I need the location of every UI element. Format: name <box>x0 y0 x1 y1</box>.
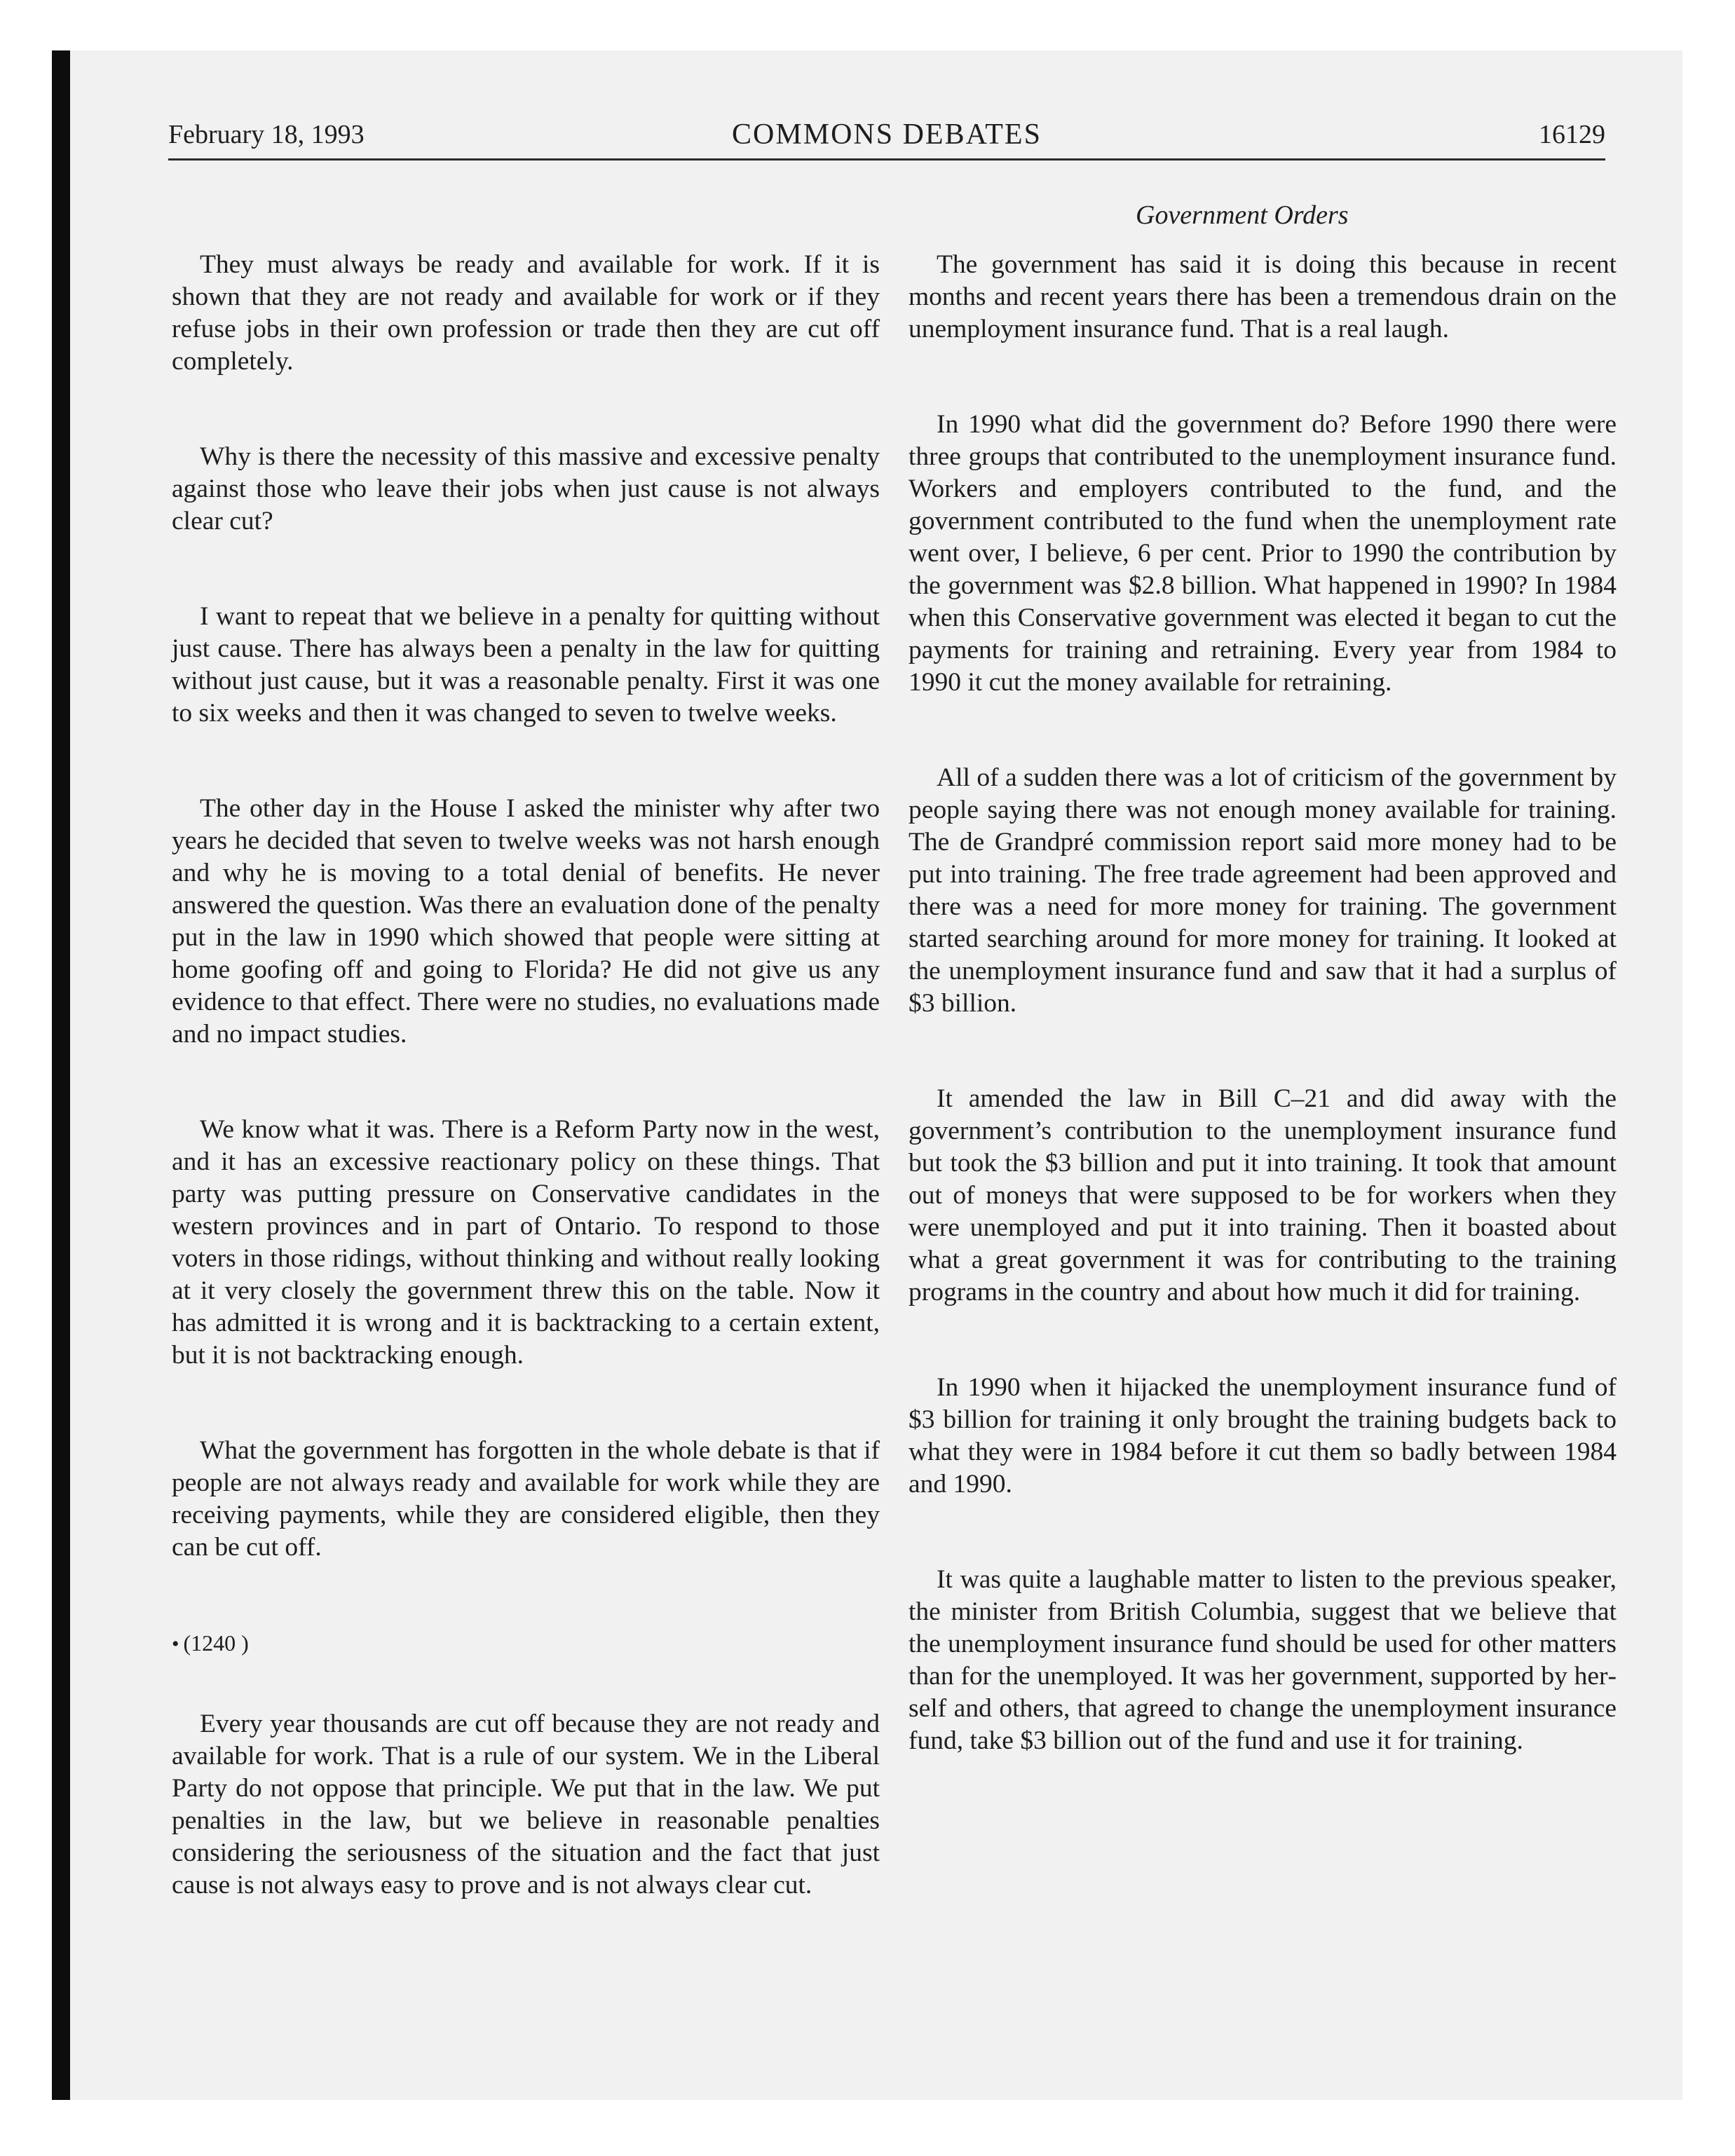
right-column <box>909 249 1617 1820</box>
paragraph: It was quite a laughable matter to listen to the previous speaker, the minister from British Columbia, suggest that we believe that the unemployment insurance fund should be used for other matters than for the unemployed. It was her government, supported by herself and others, that agreed to change the unemployment insurance fund, take $3 billion out of the fund and use it for training. <box>909 1565 1617 1755</box>
timestamp-text: (1240 ) <box>183 1630 249 1656</box>
paragraph: The government has said it is doing this because in recent months and recent years there has been a tremendous drain on the unemployment insurance fund. That is a real laugh. <box>909 250 1617 343</box>
section-label: Government Orders <box>1136 200 1349 230</box>
header-page-number: 16129 <box>1539 120 1605 149</box>
paragraph: Every year thousands are cut off because they are not ready and available for work. That is a rule of our system. We in the Liberal Party do not oppose that principle. We put that in the law. We put penalties in the law, but we believe in reasonable penalties considering the seriousness of the situation and the fact that just cause is not always easy to prove and is not always clear cut. <box>172 1710 880 1899</box>
paragraph: All of a sudden there was a lot of criticism of the government by people saying there was not enough money available for training. The de Grandpré commission report said more money had to be put into training. The free trade agreement had been approved and there was a need for more money for training. The government started searching around for more money for training. It looked at the unemployment insurance fund and saw that it had a surplus of $3 billion. <box>909 763 1617 1018</box>
scan-border <box>52 50 70 2100</box>
paragraph: I want to repeat that we believe in a penalty for quitting without just cause. There has always been a penalty in the law for quitting without just cause, but it was a reasonable penalty. First it was one to six weeks and then it was changed to seven to twelve weeks. <box>172 602 880 728</box>
header-date: February 18, 1993 <box>168 120 365 149</box>
page-header <box>168 112 1605 161</box>
bullet-icon: • <box>172 1632 179 1656</box>
paragraph: In 1990 when it hijacked the unemployment insurance fund of $3 billion for training it only brought the training budgets back to what they were in 1984 before it cut them so badly between 1984 and 1990. <box>909 1373 1617 1499</box>
header-publication-title: COMMONS DEBATES <box>732 118 1042 151</box>
left-column <box>172 249 880 1965</box>
paragraph: What the government has forgotten in the whole debate is that if people are not always ready and available for work while they are receiving payments, while they are considered eligible, then they can be cut off. <box>172 1436 880 1562</box>
paragraph: We know what it was. There is a Reform Party now in the west, and it has an excessive reactionary policy on these things. That party was putting pressure on Conservative candidates in the western provinces and in part of Ontario. To respond to those voters in those ridings, without thinking and without really looking at it very closely the government threw this on the table. Now it has admitted it is wrong and it is backtracking to a certain extent, but it is not backtracking enough. <box>172 1115 880 1370</box>
paragraph: In 1990 what did the government do? Before 1990 there were three groups that contributed to the unemployment insurance fund. Workers and employers contributed to the fund, and the government contributed to the fund when the unemployment rate went over, I believe, 6 per cent. Prior to 1990 the contribution by the government was $2.8 billion. What happened in 1990? In 1984 when this Conservative government was elected it began to cut the payments for training and retraining. Every year from 1984 to 1990 it cut the money available for retraining. <box>909 410 1617 697</box>
paragraph: Why is there the necessity of this massive and excessive penalty against those who leave their jobs when just cause is not always clear cut? <box>172 442 880 535</box>
paragraph: The other day in the House I asked the minister why after two years he decided that seven to twelve weeks was not harsh enough and why he is moving to a total denial of benefits. He never answered the question. Was there an evaluation done of the penalty put in the law in 1990 which showed that people were sitting at home goofing off and going to Florida? He did not give us any evidence to that effect. There were no studies, no evaluations made and no impact studies. <box>172 794 880 1049</box>
timestamp <box>172 1627 880 1660</box>
paragraph: It amended the law in Bill C–21 and did away with the government’s contribution to the unemployment insurance fund but took the $3 billion and put it into training. It took that amount out of moneys that were supposed to be for workers when they were unemployed and put it into training. Then it boasted about what a great government it was for contributing to the training programs in the country and about how much it did for training. <box>909 1084 1617 1306</box>
paragraph: They must always be ready and available for work. If it is shown that they are not ready and available for work or if they refuse jobs in their own profession or trade then they are cut off completely. <box>172 250 880 376</box>
